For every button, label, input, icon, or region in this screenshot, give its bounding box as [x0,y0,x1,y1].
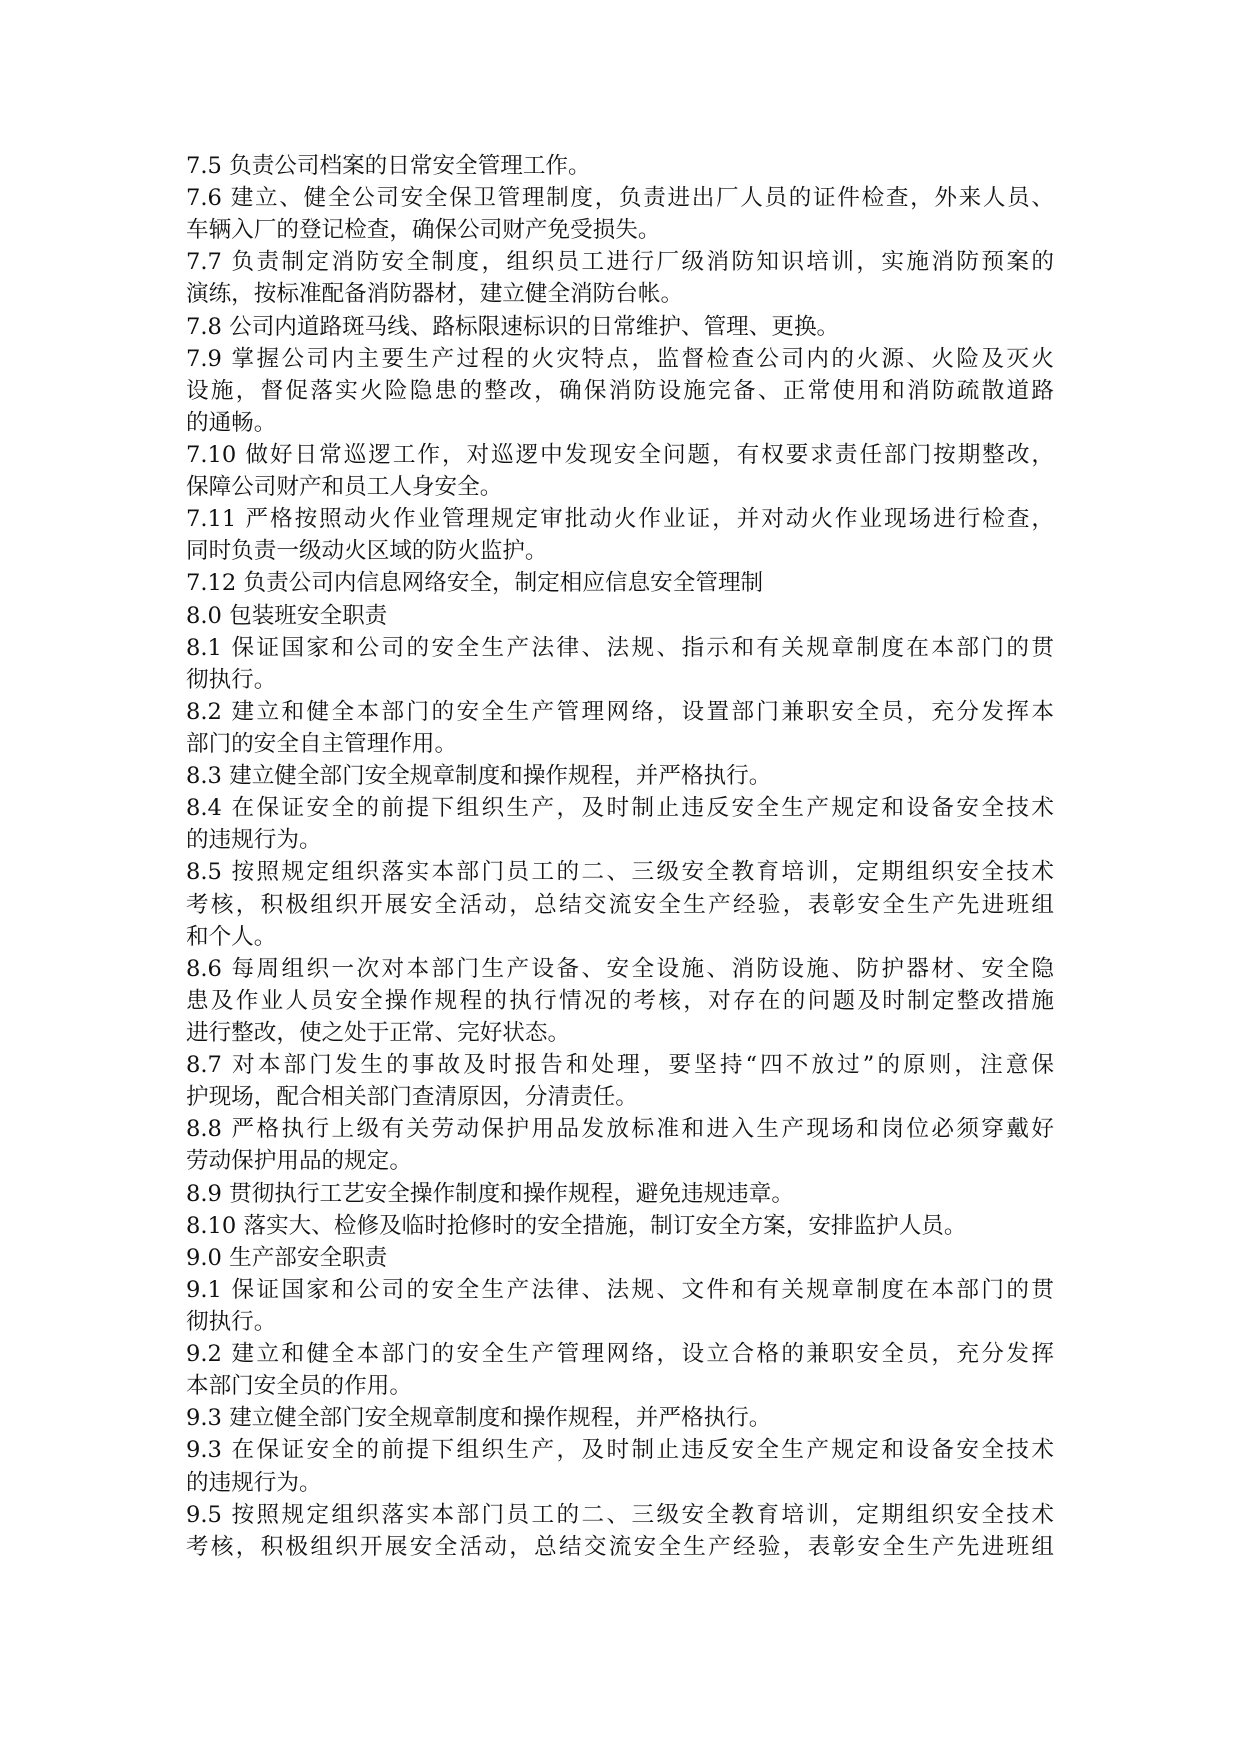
text-line-8-10: 8.10 落实大、检修及临时抢修时的安全措施，制订安全方案，安排监护人员。 [186,1213,967,1239]
text-line-8-2-cont: 部门的安全自主管理作用。 [186,731,458,757]
text-line-9-3b-cont: 的违规行为。 [186,1470,322,1496]
text-line-8-5-cont-1: 考核，积极组织开展安全活动，总结交流安全生产经验，表彰安全生产先进班组 [186,892,1054,918]
text-line-9-5-cont: 考核，积极组织开展安全活动，总结交流安全生产经验，表彰安全生产先进班组 [186,1534,1054,1560]
text-line-9-5: 9.5 按照规定组织落实本部门员工的二、三级安全教育培训，定期组织安全技术 [186,1502,1054,1528]
text-line-8-5-cont-2: 和个人。 [186,924,277,950]
text-line-7-11-cont: 同时负责一级动火区域的防火监护。 [186,538,548,564]
text-line-7-9-cont-1: 设施，督促落实火险隐患的整改，确保消防设施完备、正常使用和消防疏散道路 [186,378,1054,404]
text-line-8-2: 8.2 建立和健全本部门的安全生产管理网络，设置部门兼职安全员，充分发挥本 [186,699,1054,725]
text-line-7-6: 7.6 建立、健全公司安全保卫管理制度，负责进出厂人员的证件检查，外来人员、 [186,185,1054,211]
section-heading-9-0: 9.0 生产部安全职责 [186,1245,388,1271]
document-body [186,0,1056,1754]
text-line-7-7-cont: 演练，按标准配备消防器材，建立健全消防台帐。 [186,281,684,307]
text-line-9-1: 9.1 保证国家和公司的安全生产法律、法规、文件和有关规章制度在本部门的贯 [186,1277,1054,1303]
text-line-7-8: 7.8 公司内道路斑马线、路标限速标识的日常维护、管理、更换。 [186,314,840,340]
text-line-9-3b: 9.3 在保证安全的前提下组织生产，及时制止违反安全生产规定和设备安全技术 [186,1437,1054,1463]
text-line-8-1: 8.1 保证国家和公司的安全生产法律、法规、指示和有关规章制度在本部门的贯 [186,635,1054,661]
text-line-8-7-cont: 护现场，配合相关部门查清原因，分清责任。 [186,1084,638,1110]
text-line-8-3: 8.3 建立健全部门安全规章制度和操作规程，并严格执行。 [186,763,772,789]
text-line-8-9: 8.9 贯彻执行工艺安全操作制度和操作规程，避免违规违章。 [186,1181,794,1207]
text-line-7-10: 7.10 做好日常巡逻工作，对巡逻中发现安全问题，有权要求责任部门按期整改， [186,442,1054,468]
text-line-7-7: 7.7 负责制定消防安全制度，组织员工进行厂级消防知识培训，实施消防预案的 [186,249,1054,275]
text-line-8-8-cont: 劳动保护用品的规定。 [186,1148,412,1174]
text-line-9-3: 9.3 建立健全部门安全规章制度和操作规程，并严格执行。 [186,1405,772,1431]
text-line-8-6: 8.6 每周组织一次对本部门生产设备、安全设施、消防设施、防护器材、安全隐 [186,956,1054,982]
text-line-8-6-cont-2: 进行整改，使之处于正常、完好状态。 [186,1020,571,1046]
text-line-8-1-cont: 彻执行。 [186,667,277,693]
text-line-9-1-cont: 彻执行。 [186,1309,277,1335]
text-line-8-7: 8.7 对本部门发生的事故及时报告和处理，要坚持“四不放过”的原则，注意保 [186,1052,1054,1078]
text-line-9-2-cont: 本部门安全员的作用。 [186,1373,412,1399]
text-line-8-4-cont: 的违规行为。 [186,827,322,853]
text-line-8-5: 8.5 按照规定组织落实本部门员工的二、三级安全教育培训，定期组织安全技术 [186,859,1054,885]
text-line-8-6-cont-1: 患及作业人员安全操作规程的执行情况的考核，对存在的问题及时制定整改措施 [186,988,1054,1014]
section-heading-8-0: 8.0 包装班安全职责 [186,603,388,629]
text-line-7-12: 7.12 负责公司内信息网络安全，制定相应信息安全管理制 [186,570,764,596]
text-line-7-10-cont: 保障公司财产和员工人身安全。 [186,474,503,500]
text-line-8-8: 8.8 严格执行上级有关劳动保护用品发放标准和进入生产现场和岗位必须穿戴好 [186,1116,1054,1142]
text-line-7-5: 7.5 负责公司档案的日常安全管理工作。 [186,153,591,179]
text-line-7-6-cont: 车辆入厂的登记检查，确保公司财产免受损失。 [186,217,661,243]
text-line-7-9: 7.9 掌握公司内主要生产过程的火灾特点，监督检查公司内的火源、火险及灭火 [186,346,1054,372]
text-line-7-9-cont-2: 的通畅。 [186,410,277,436]
text-line-7-11: 7.11 严格按照动火作业管理规定审批动火作业证，并对动火作业现场进行检查， [186,506,1054,532]
text-line-8-4: 8.4 在保证安全的前提下组织生产，及时制止违反安全生产规定和设备安全技术 [186,795,1054,821]
text-line-9-2: 9.2 建立和健全本部门的安全生产管理网络，设立合格的兼职安全员，充分发挥 [186,1341,1054,1367]
